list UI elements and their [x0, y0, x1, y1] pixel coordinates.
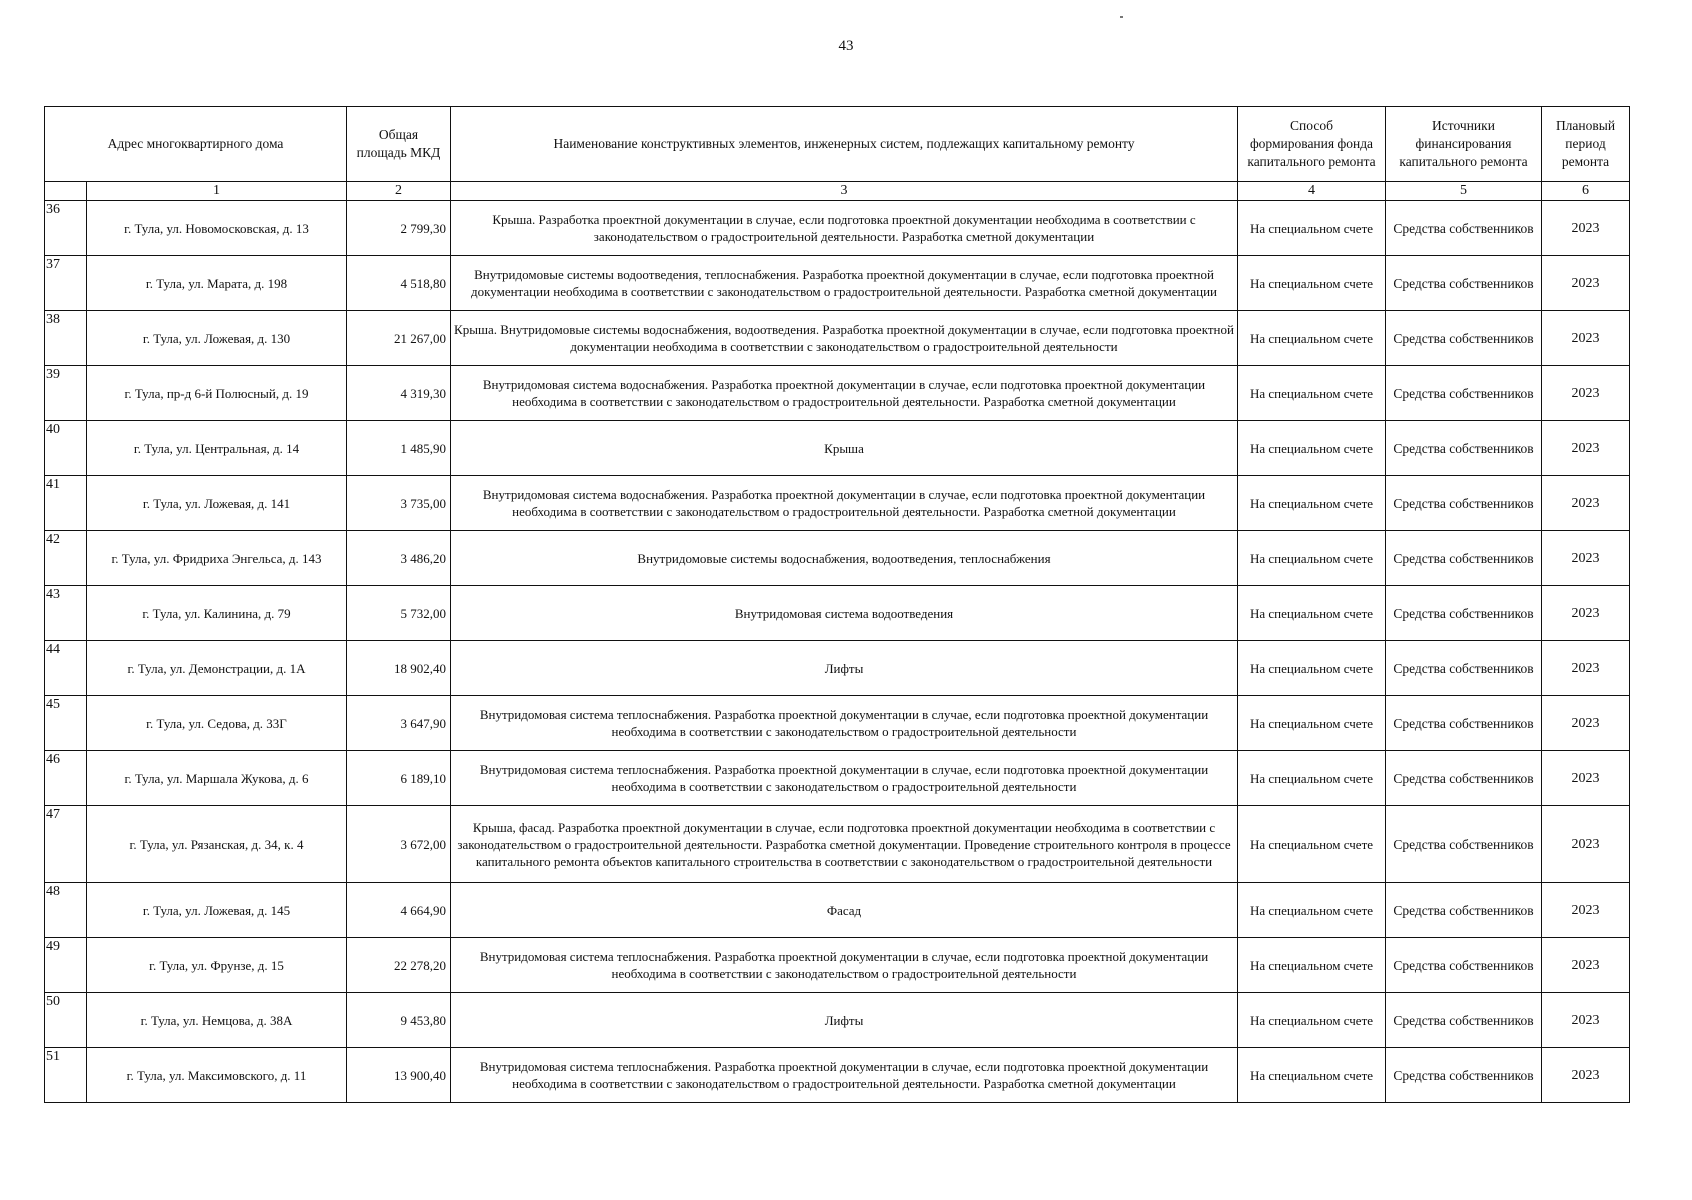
table-row — [45, 311, 1630, 366]
row-source: Средства собственников — [1386, 531, 1542, 586]
row-area: 18 902,40 — [347, 641, 451, 696]
row-elements: Лифты — [451, 641, 1238, 696]
header-sources: Источники финансирования капитального ремонта — [1386, 107, 1542, 182]
row-address: г. Тула, ул. Новомосковская, д. 13 — [87, 201, 347, 256]
row-elements: Внутридомовая система теплоснабжения. Разработка проектной документации в случае, если подготовка проектной документации необходима в соответствии с законодательством о градостроительной деятельности — [451, 938, 1238, 993]
row-source: Средства собственников — [1386, 421, 1542, 476]
row-number: 49 — [45, 938, 87, 993]
row-address: г. Тула, пр-д 6-й Полюсный, д. 19 — [87, 366, 347, 421]
row-address: г. Тула, ул. Маршала Жукова, д. 6 — [87, 751, 347, 806]
row-area: 5 732,00 — [347, 586, 451, 641]
table-row — [45, 366, 1630, 421]
row-source: Средства собственников — [1386, 366, 1542, 421]
row-period: 2023 — [1542, 1048, 1630, 1103]
row-elements: Внутридомовые системы водоотведения, теплоснабжения. Разработка проектной документации в случае, если подготовка проектной документации необходима в соответствии с законодательством о градостроительной деятельности. Разработка сметной документации — [451, 256, 1238, 311]
row-address: г. Тула, ул. Ложевая, д. 130 — [87, 311, 347, 366]
row-area: 9 453,80 — [347, 993, 451, 1048]
column-number: 5 — [1386, 182, 1542, 201]
row-period: 2023 — [1542, 366, 1630, 421]
row-period: 2023 — [1542, 641, 1630, 696]
row-method: На специальном счете — [1238, 993, 1386, 1048]
scan-speck — [1120, 16, 1123, 18]
row-method: На специальном счете — [1238, 641, 1386, 696]
row-source: Средства собственников — [1386, 806, 1542, 883]
row-method: На специальном счете — [1238, 883, 1386, 938]
row-area: 6 189,10 — [347, 751, 451, 806]
row-elements: Внутридомовая система водоснабжения. Разработка проектной документации в случае, если подготовка проектной документации необходима в соответствии с законодательством о градостроительной деятельности. Разработка сметной документации — [451, 366, 1238, 421]
column-number: 4 — [1238, 182, 1386, 201]
row-area: 2 799,30 — [347, 201, 451, 256]
row-elements: Внутридомовая система теплоснабжения. Разработка проектной документации в случае, если подготовка проектной документации необходима в соответствии с законодательством о градостроительной деятельности — [451, 751, 1238, 806]
row-period: 2023 — [1542, 696, 1630, 751]
table-body — [45, 201, 1630, 1103]
table-row — [45, 938, 1630, 993]
column-number-row — [45, 182, 1630, 201]
row-address: г. Тула, ул. Марата, д. 198 — [87, 256, 347, 311]
row-elements: Внутридомовая система теплоснабжения. Разработка проектной документации в случае, если подготовка проектной документации необходима в соответствии с законодательством о градостроительной деятельности — [451, 696, 1238, 751]
row-period: 2023 — [1542, 806, 1630, 883]
row-period: 2023 — [1542, 201, 1630, 256]
row-period: 2023 — [1542, 586, 1630, 641]
header-elements: Наименование конструктивных элементов, инженерных систем, подлежащих капитальному ремонту — [451, 107, 1238, 182]
row-source: Средства собственников — [1386, 201, 1542, 256]
row-address: г. Тула, ул. Центральная, д. 14 — [87, 421, 347, 476]
row-period: 2023 — [1542, 421, 1630, 476]
row-number: 47 — [45, 806, 87, 883]
header-method: Способ формирования фонда капитального ремонта — [1238, 107, 1386, 182]
row-source: Средства собственников — [1386, 883, 1542, 938]
column-number: 2 — [347, 182, 451, 201]
row-source: Средства собственников — [1386, 256, 1542, 311]
row-number: 37 — [45, 256, 87, 311]
row-address: г. Тула, ул. Максимовского, д. 11 — [87, 1048, 347, 1103]
header-period: Плановый период ремонта — [1542, 107, 1630, 182]
row-elements: Крыша. Внутридомовые системы водоснабжения, водоотведения. Разработка проектной документации в случае, если подготовка проектной документации необходима в соответствии с законодательством о градостроительной деятельности — [451, 311, 1238, 366]
row-number: 50 — [45, 993, 87, 1048]
row-address: г. Тула, ул. Рязанская, д. 34, к. 4 — [87, 806, 347, 883]
row-number: 48 — [45, 883, 87, 938]
row-number: 40 — [45, 421, 87, 476]
row-source: Средства собственников — [1386, 938, 1542, 993]
row-elements: Лифты — [451, 993, 1238, 1048]
row-source: Средства собственников — [1386, 1048, 1542, 1103]
row-method: На специальном счете — [1238, 751, 1386, 806]
row-area: 4 518,80 — [347, 256, 451, 311]
row-period: 2023 — [1542, 751, 1630, 806]
row-area: 4 319,30 — [347, 366, 451, 421]
column-number — [45, 182, 87, 201]
row-elements: Крыша. Разработка проектной документации в случае, если подготовка проектной документации необходима в соответствии с законодательством о градостроительной деятельности. Разработка сметной документации — [451, 201, 1238, 256]
table-row — [45, 586, 1630, 641]
row-area: 3 647,90 — [347, 696, 451, 751]
row-elements: Внутридомовая система водоснабжения. Разработка проектной документации в случае, если подготовка проектной документации необходима в соответствии с законодательством о градостроительной деятельности. Разработка сметной документации — [451, 476, 1238, 531]
table-row — [45, 201, 1630, 256]
table-row — [45, 531, 1630, 586]
row-area: 21 267,00 — [347, 311, 451, 366]
row-source: Средства собственников — [1386, 641, 1542, 696]
row-number: 38 — [45, 311, 87, 366]
row-period: 2023 — [1542, 531, 1630, 586]
row-number: 45 — [45, 696, 87, 751]
table-row — [45, 256, 1630, 311]
row-method: На специальном счете — [1238, 806, 1386, 883]
row-elements: Внутридомовые системы водоснабжения, водоотведения, теплоснабжения — [451, 531, 1238, 586]
row-elements: Внутридомовая система теплоснабжения. Разработка проектной документации в случае, если подготовка проектной документации необходима в соответствии с законодательством о градостроительной деятельности. Разработка сметной документации — [451, 1048, 1238, 1103]
row-area: 3 672,00 — [347, 806, 451, 883]
row-method: На специальном счете — [1238, 366, 1386, 421]
row-address: г. Тула, ул. Калинина, д. 79 — [87, 586, 347, 641]
row-period: 2023 — [1542, 476, 1630, 531]
row-area: 1 485,90 — [347, 421, 451, 476]
row-source: Средства собственников — [1386, 696, 1542, 751]
row-elements: Крыша — [451, 421, 1238, 476]
table-row — [45, 1048, 1630, 1103]
row-address: г. Тула, ул. Фридриха Энгельса, д. 143 — [87, 531, 347, 586]
row-number: 46 — [45, 751, 87, 806]
row-area: 4 664,90 — [347, 883, 451, 938]
row-method: На специальном счете — [1238, 256, 1386, 311]
row-address: г. Тула, ул. Ложевая, д. 145 — [87, 883, 347, 938]
header-area: Общая площадь МКД — [347, 107, 451, 182]
row-area: 13 900,40 — [347, 1048, 451, 1103]
row-source: Средства собственников — [1386, 751, 1542, 806]
row-period: 2023 — [1542, 993, 1630, 1048]
row-source: Средства собственников — [1386, 311, 1542, 366]
table-row — [45, 883, 1630, 938]
table-row — [45, 476, 1630, 531]
row-elements: Внутридомовая система водоотведения — [451, 586, 1238, 641]
column-number: 1 — [87, 182, 347, 201]
header-address: Адрес многоквартирного дома — [45, 107, 347, 182]
row-method: На специальном счете — [1238, 1048, 1386, 1103]
row-number: 42 — [45, 531, 87, 586]
row-address: г. Тула, ул. Ложевая, д. 141 — [87, 476, 347, 531]
row-elements: Крыша, фасад. Разработка проектной документации в случае, если подготовка проектной документации необходима в соответствии с законодательством о градостроительной деятельности. Разработка сметной документации. Проведение строительного контроля в процессе капитального ремонта объектов капитального строительства в соответствии с законодательством о градостроительной деятельности — [451, 806, 1238, 883]
row-method: На специальном счете — [1238, 311, 1386, 366]
column-number: 3 — [451, 182, 1238, 201]
table-row — [45, 993, 1630, 1048]
row-method: На специальном счете — [1238, 201, 1386, 256]
row-number: 36 — [45, 201, 87, 256]
table-row — [45, 751, 1630, 806]
row-source: Средства собственников — [1386, 586, 1542, 641]
row-source: Средства собственников — [1386, 476, 1542, 531]
row-method: На специальном счете — [1238, 531, 1386, 586]
row-method: На специальном счете — [1238, 476, 1386, 531]
row-period: 2023 — [1542, 256, 1630, 311]
row-address: г. Тула, ул. Седова, д. 33Г — [87, 696, 347, 751]
row-address: г. Тула, ул. Демонстрации, д. 1А — [87, 641, 347, 696]
row-address: г. Тула, ул. Немцова, д. 38А — [87, 993, 347, 1048]
page-number: 43 — [838, 38, 854, 54]
row-period: 2023 — [1542, 938, 1630, 993]
column-number: 6 — [1542, 182, 1630, 201]
row-number: 51 — [45, 1048, 87, 1103]
capital-repair-table — [44, 106, 1630, 1103]
row-area: 22 278,20 — [347, 938, 451, 993]
row-number: 43 — [45, 586, 87, 641]
row-method: На специальном счете — [1238, 421, 1386, 476]
table-row — [45, 696, 1630, 751]
table-row — [45, 641, 1630, 696]
row-number: 39 — [45, 366, 87, 421]
row-method: На специальном счете — [1238, 696, 1386, 751]
table-row — [45, 421, 1630, 476]
row-method: На специальном счете — [1238, 938, 1386, 993]
row-period: 2023 — [1542, 883, 1630, 938]
table-row — [45, 806, 1630, 883]
row-area: 3 735,00 — [347, 476, 451, 531]
row-address: г. Тула, ул. Фрунзе, д. 15 — [87, 938, 347, 993]
row-period: 2023 — [1542, 311, 1630, 366]
row-source: Средства собственников — [1386, 993, 1542, 1048]
row-area: 3 486,20 — [347, 531, 451, 586]
row-method: На специальном счете — [1238, 586, 1386, 641]
header-row — [45, 107, 1630, 182]
row-number: 44 — [45, 641, 87, 696]
row-elements: Фасад — [451, 883, 1238, 938]
row-number: 41 — [45, 476, 87, 531]
